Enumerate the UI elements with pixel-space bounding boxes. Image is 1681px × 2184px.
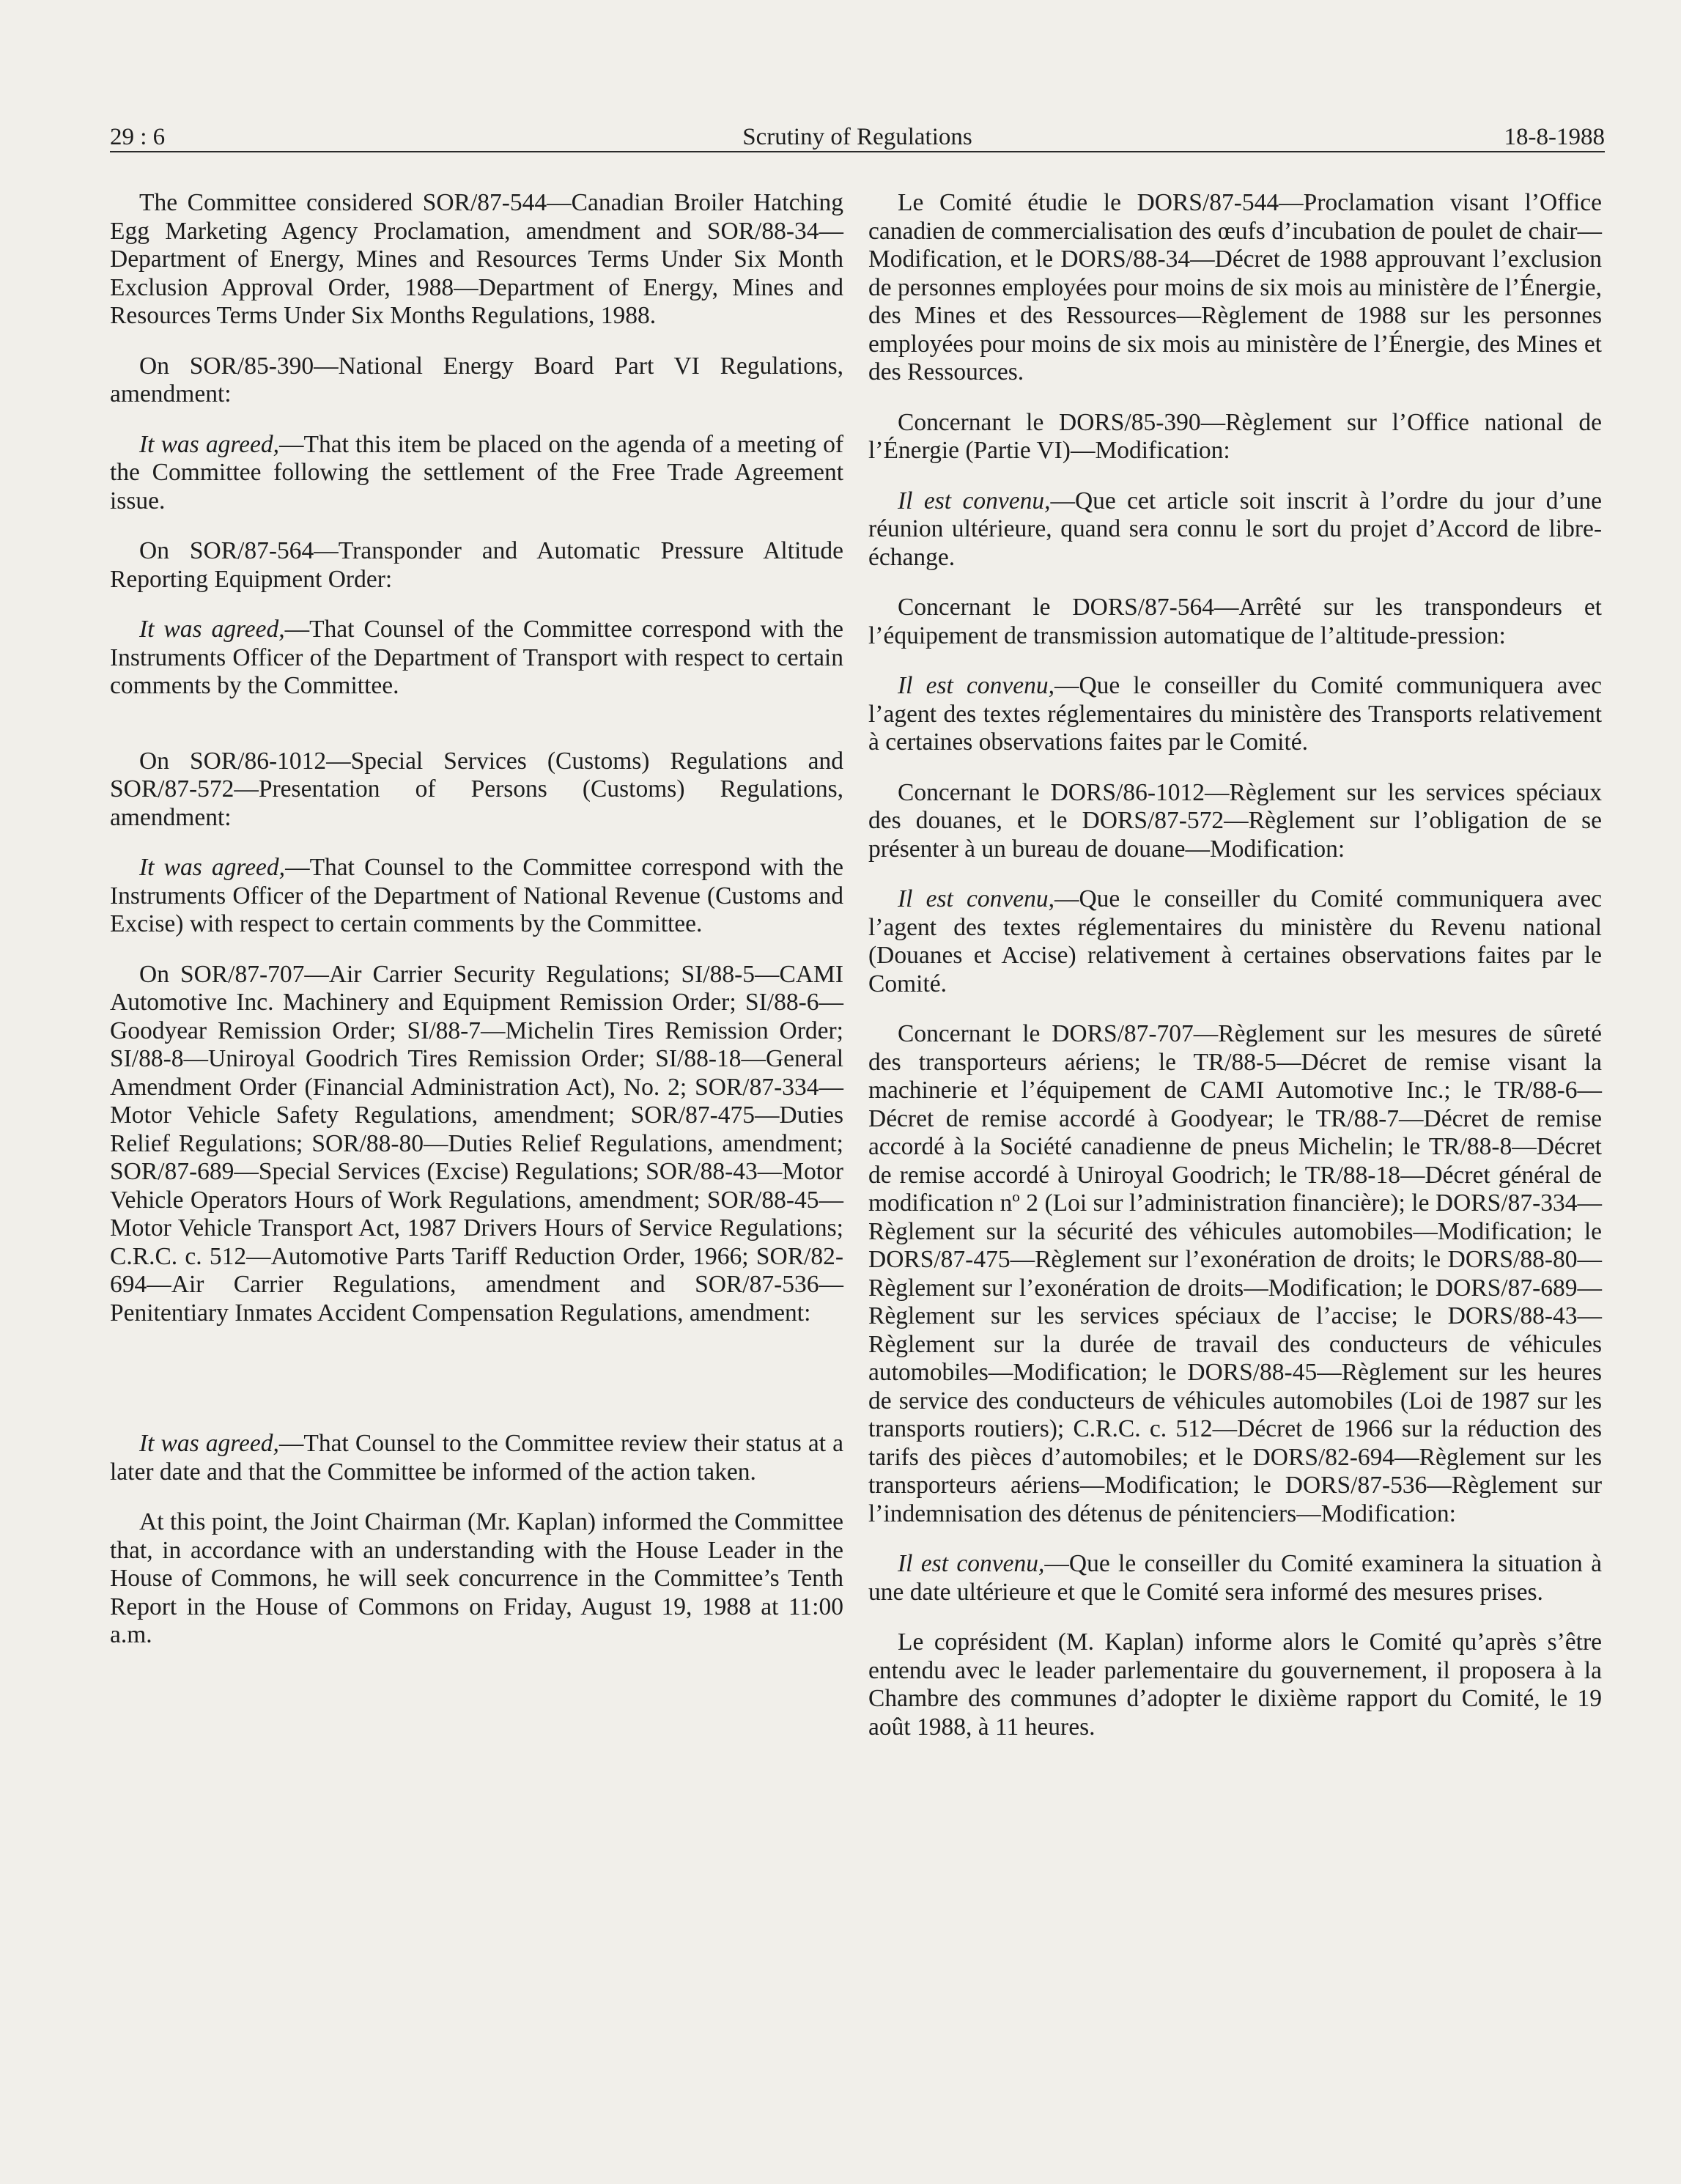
paragraph: The Committee considered SOR/87-544—Canadian Broiler Hatching Egg Marketing Agency Proclamation, amendment and SOR/88-34—Department of Energy, Mines and Resources Terms Under Six Month Exclusion Approval Order, 1988—Department of Energy, Mines and Resources Terms Under Six Months Regulations, 1988. xyxy=(110,189,843,329)
resolution-lead: It was agreed, xyxy=(139,430,279,458)
resolution-paragraph: Il est convenu,—Que cet article soit inscrit à l’ordre du jour d’une réunion ultérieure, quand sera connu le sort du projet d’Accord de libre-échange. xyxy=(868,487,1602,571)
resolution-lead: Il est convenu, xyxy=(898,1550,1045,1577)
resolution-paragraph: It was agreed,—That this item be placed on the agenda of a meeting of the Committee following the settlement of the Free Trade Agreement issue. xyxy=(110,430,843,514)
resolution-paragraph: Il est convenu,—Que le conseiller du Comité communiquera avec l’agent des textes réglementaires du ministère du Revenu national (Douanes et Accise) relativement à certaines observations faites par le Comité. xyxy=(868,885,1602,997)
paragraph: On SOR/87-707—Air Carrier Security Regulations; SI/88-5—CAMI Automotive Inc. Machinery and Equipment Remission Order; SI/88-6—Goodyear Remission Order; SI/88-7—Michelin Tires Remission Order; SI/88-8—Uniroyal Goodrich Tires Remission Order; SI/88-18—General Amendment Order (Financial Administration Act), No. 2; SOR/87-334—Motor Vehicle Safety Regulations, amendment; SOR/87-475—Duties Relief Regulations; SOR/88-80—Duties Relief Regulations, amendment; SOR/87-689—Special Services (Excise) Regulations; SOR/88-43—Motor Vehicle Operators Hours of Work Regulations, amendment; SOR/88-45—Motor Vehicle Transport Act, 1987 Drivers Hours of Service Regulations; C.R.C. c. 512—Automotive Parts Tariff Reduction Order, 1966; SOR/82-694—Air Carrier Regulations, amendment and SOR/87-536—Penitentiary Inmates Accident Compensation Regulations, amendment: xyxy=(110,960,843,1327)
resolution-lead: Il est convenu, xyxy=(898,672,1054,699)
header-rule xyxy=(110,151,1605,152)
paragraph: Concernant le DORS/87-707—Règlement sur les mesures de sûreté des transporteurs aériens; le TR/88-5—Décret de remise visant la machinerie et l’équipement de CAMI Automotive Inc.; le TR/88-6—Décret de remise accordé à Goodyear; le TR/88-7—Décret de remise accordé à la Société canadienne de pneus Michelin; le TR/88-8—Décret de remise accordé à Uniroyal Goodrich; le TR/88-18—Décret général de modification nº 2 (Loi sur l’administration financière); le DORS/87-334—Règlement sur la sécurité des véhicules automobiles—Modification; le DORS/87-475—Règlement sur l’exonération de droits; le DORS/88-80—Règlement sur l’exonération de droits—Modification; le DORS/87-689—Règlement sur les services spéciaux de l’accise; le DORS/88-43—Règlement sur la durée de travail des conducteurs de véhicules automobiles—Modification; le DORS/88-45—Règlement sur les heures de service des conducteurs de véhicules automobiles (Loi de 1987 sur les transports routiers); C.R.C. c. 512—Décret de 1966 sur la réduction des tarifs des pièces d’automobiles; et le DORS/82-694—Règlement sur les transporteurs aériens—Modification; le DORS/87-536—Règlement sur l’indemnisation des détenus de pénitenciers—Modification: xyxy=(868,1020,1602,1527)
resolution-paragraph: It was agreed,—That Counsel to the Committee correspond with the Instruments Officer of the Department of National Revenue (Customs and Excise) with respect to certain comments by the Committee. xyxy=(110,854,843,937)
resolution-paragraph: Il est convenu,—Que le conseiller du Comité communiquera avec l’agent des textes réglementaires du ministère des Transports relativement à certaines observations faites par le Comité. xyxy=(868,672,1602,756)
resolution-lead: It was agreed, xyxy=(139,854,286,881)
paragraph: Concernant le DORS/87-564—Arrêté sur les transpondeurs et l’équipement de transmission automatique de l’altitude-pression: xyxy=(868,594,1602,649)
paragraph: At this point, the Joint Chairman (Mr. Kaplan) informed the Committee that, in accordance with an understanding with the House Leader in the House of Commons, he will seek concurrence in the Committee’s Tenth Report in the House of Commons on Friday, August 19, 1988 at 11:00 a.m. xyxy=(110,1508,843,1648)
paragraph: Le coprésident (M. Kaplan) informe alors le Comité qu’après s’être entendu avec le leader parlementaire du gouvernement, il proposera à la Chambre des communes d’adopter le dixième rapport du Comité, le 19 août 1988, à 11 heures. xyxy=(868,1628,1602,1741)
resolution-lead: Il est convenu, xyxy=(898,487,1051,514)
resolution-lead: It was agreed, xyxy=(139,616,285,643)
paragraph: On SOR/86-1012—Special Services (Customs) Regulations and SOR/87-572—Presentation of Persons (Customs) Regulations, amendment: xyxy=(110,747,843,831)
english-column xyxy=(110,189,843,1672)
publication-title: Scrutiny of Regulations xyxy=(742,124,972,150)
resolution-lead: It was agreed, xyxy=(139,1430,279,1457)
resolution-paragraph: Il est convenu,—Que le conseiller du Comité examinera la situation à une date ultérieure et que le Comité sera informé des mesures prises. xyxy=(868,1550,1602,1606)
paragraph: Concernant le DORS/85-390—Règlement sur l’Office national de l’Énergie (Partie VI)—Modification: xyxy=(868,408,1602,464)
page-number: 29 : 6 xyxy=(110,124,166,150)
paragraph: On SOR/85-390—National Energy Board Part VI Regulations, amendment: xyxy=(110,352,843,407)
resolution-paragraph: It was agreed,—That Counsel to the Committee review their status at a later date and that the Committee be informed of the action taken. xyxy=(110,1430,843,1486)
resolution-lead: Il est convenu, xyxy=(898,885,1054,912)
header-date: 18-8-1988 xyxy=(1504,124,1605,150)
french-column xyxy=(868,189,1602,1763)
resolution-paragraph: It was agreed,—That Counsel of the Committee correspond with the Instruments Officer of the Department of Transport with respect to certain comments by the Committee. xyxy=(110,616,843,699)
paragraph: On SOR/87-564—Transponder and Automatic Pressure Altitude Reporting Equipment Order: xyxy=(110,537,843,593)
paragraph: Le Comité étudie le DORS/87-544—Proclamation visant l’Office canadien de commercialisation des œufs d’incubation de poulet de chair—Modification, et le DORS/88-34—Décret de 1988 approuvant l’exclusion de personnes employées pour moins de six mois au ministère de l’Énergie, des Mines et des Ressources—Règlement de 1988 sur les personnes employées pour moins de six mois au ministère de l’Énergie, des Mines et des Ressources. xyxy=(868,189,1602,385)
paragraph: Concernant le DORS/86-1012—Règlement sur les services spéciaux des douanes, et le DORS/87-572—Règlement sur l’obligation de se présenter à un bureau de douane—Modification: xyxy=(868,778,1602,863)
